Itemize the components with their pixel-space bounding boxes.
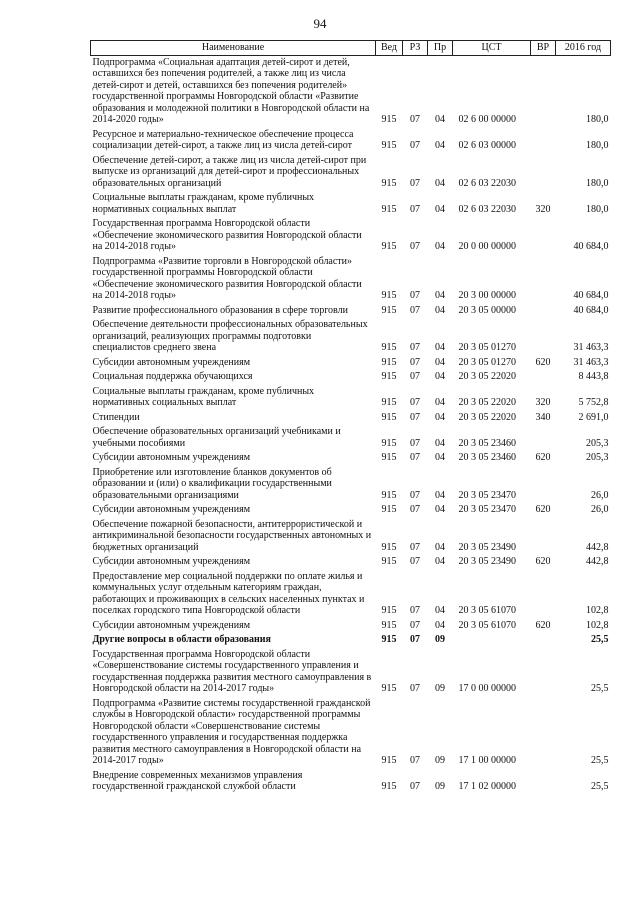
row-cst-cell: 20 3 05 01270 xyxy=(458,356,516,368)
row-vr-cell xyxy=(531,255,556,304)
row-rz-cell: 07 xyxy=(410,504,420,515)
row-name-cell: Субсидии автономным учреждениям xyxy=(92,556,251,567)
row-pr-cell: 04 xyxy=(435,371,445,382)
row-cst-cell: 02 6 00 00000 xyxy=(458,114,516,125)
row-name-cell: Приобретение или изготовление бланков документов об образовании и (или) о квалификации государственными образовательными организациями xyxy=(92,466,332,501)
row-vr-cell xyxy=(531,648,556,697)
table-row xyxy=(91,154,611,192)
row-pr-cell: 09 xyxy=(435,755,445,766)
row-pr-cell: 04 xyxy=(435,342,445,353)
row-vr-cell: 320 xyxy=(535,203,551,215)
row-name-cell: Обеспечение образовательных организаций учебниками и учебными пособиями xyxy=(92,426,341,449)
row-ved-cell: 915 xyxy=(381,241,397,252)
table-row xyxy=(91,356,611,371)
row-amount-cell: 2 691,0 xyxy=(578,411,609,423)
row-name-cell: Субсидии автономным учреждениям xyxy=(92,356,251,368)
row-rz-cell: 07 xyxy=(410,411,420,423)
header-name: Наименование xyxy=(91,41,376,56)
row-name-cell: Предоставление мер социальной поддержки по оплате жилья и коммунальных услуг отдельным категориям граждан, работающих и проживающих в сельских населенных пунктах и поселках городского типа Новгородской области xyxy=(92,570,365,616)
table-row xyxy=(91,697,611,769)
row-amount-cell: 31 463,3 xyxy=(573,356,609,368)
row-rz-cell: 07 xyxy=(410,634,420,645)
row-vr-cell xyxy=(531,466,556,504)
row-pr-cell: 04 xyxy=(435,556,445,567)
row-ved-cell: 915 xyxy=(381,114,397,125)
page-number: 94 xyxy=(313,16,327,31)
row-vr-cell xyxy=(531,570,556,619)
table-row xyxy=(91,451,611,466)
row-cst-cell: 20 3 05 22020 xyxy=(458,411,516,423)
row-name-cell: Другие вопросы в области образования xyxy=(92,634,271,645)
header-rz: РЗ xyxy=(403,41,428,56)
row-pr-cell: 04 xyxy=(435,397,445,408)
row-vr-cell xyxy=(531,217,556,255)
row-amount-cell: 442,8 xyxy=(586,556,609,567)
row-cst-cell: 20 3 05 01270 xyxy=(458,342,516,353)
row-name-cell: Социальная поддержка обучающихся xyxy=(92,371,253,382)
row-cst-cell: 20 3 05 23460 xyxy=(458,452,516,463)
row-ved-cell: 915 xyxy=(381,556,397,567)
row-name-cell: Социальные выплаты гражданам, кроме публичных нормативных социальных выплат xyxy=(92,192,315,215)
table-row xyxy=(91,503,611,518)
row-vr-cell: 620 xyxy=(535,356,551,368)
row-amount-cell: 31 463,3 xyxy=(573,342,609,353)
row-ved-cell: 915 xyxy=(381,634,397,645)
table-row xyxy=(91,191,611,217)
row-rz-cell: 07 xyxy=(410,755,420,766)
row-amount-cell: 5 752,8 xyxy=(578,397,609,408)
row-ved-cell: 915 xyxy=(381,140,397,151)
row-rz-cell: 07 xyxy=(410,371,420,382)
row-pr-cell: 04 xyxy=(435,114,445,125)
row-cst-cell: 20 3 05 22020 xyxy=(458,397,516,408)
row-rz-cell: 07 xyxy=(410,356,420,368)
row-ved-cell: 915 xyxy=(381,356,397,368)
row-cst-cell: 20 3 05 23490 xyxy=(458,541,516,553)
row-amount-cell: 102,8 xyxy=(586,605,609,616)
row-cst-cell: 02 6 03 00000 xyxy=(458,140,516,151)
row-vr-cell: 620 xyxy=(535,452,551,463)
row-rz-cell: 07 xyxy=(410,605,420,616)
row-rz-cell: 07 xyxy=(410,203,420,215)
row-amount-cell: 40 684,0 xyxy=(573,241,609,252)
row-name-cell: Субсидии автономным учреждениям xyxy=(92,504,251,515)
row-amount-cell: 205,3 xyxy=(586,452,609,463)
row-ved-cell: 915 xyxy=(381,304,397,316)
row-ved-cell: 915 xyxy=(381,437,397,449)
row-amount-cell: 25,5 xyxy=(591,755,609,766)
row-ved-cell: 915 xyxy=(381,541,397,553)
row-amount-cell: 25,5 xyxy=(591,683,609,694)
table-row xyxy=(91,555,611,570)
row-amount-cell: 40 684,0 xyxy=(573,304,609,316)
row-cst-cell: 20 3 00 00000 xyxy=(458,290,516,301)
row-amount-cell: 25,5 xyxy=(591,781,609,792)
row-cst-cell: 20 3 05 23490 xyxy=(458,556,516,567)
row-rz-cell: 07 xyxy=(410,140,420,151)
table-body xyxy=(91,55,611,795)
row-rz-cell: 07 xyxy=(410,304,420,316)
row-cst-cell: 17 1 02 00000 xyxy=(458,781,516,792)
row-rz-cell: 07 xyxy=(410,241,420,252)
row-rz-cell: 07 xyxy=(410,489,420,501)
row-pr-cell: 04 xyxy=(435,619,445,631)
table-row xyxy=(91,255,611,304)
row-vr-cell xyxy=(531,154,556,192)
row-cst-cell: 20 3 05 22020 xyxy=(458,371,516,382)
row-pr-cell: 04 xyxy=(435,437,445,449)
row-cst-cell: 20 3 05 23470 xyxy=(458,489,516,501)
table-row xyxy=(91,518,611,556)
row-ved-cell: 915 xyxy=(381,177,397,189)
row-cst-cell: 20 3 05 61070 xyxy=(458,619,516,631)
row-amount-cell: 180,0 xyxy=(586,203,609,215)
row-amount-cell: 180,0 xyxy=(586,140,609,151)
row-rz-cell: 07 xyxy=(410,397,420,408)
row-amount-cell: 180,0 xyxy=(586,177,609,189)
row-ved-cell: 915 xyxy=(381,489,397,501)
row-ved-cell: 915 xyxy=(381,755,397,766)
row-pr-cell: 04 xyxy=(435,177,445,189)
row-vr-cell xyxy=(531,128,556,154)
row-pr-cell: 04 xyxy=(435,504,445,515)
row-cst-cell: 20 3 05 23470 xyxy=(458,504,516,515)
row-cst-cell: 20 3 05 23460 xyxy=(458,437,516,449)
row-pr-cell: 09 xyxy=(435,781,445,792)
row-cst-cell: 17 0 00 00000 xyxy=(458,683,516,694)
row-rz-cell: 07 xyxy=(410,177,420,189)
header-amount: 2016 год xyxy=(556,41,611,56)
table-row xyxy=(91,769,611,795)
row-pr-cell: 04 xyxy=(435,605,445,616)
header-vr: ВР xyxy=(531,41,556,56)
row-amount-cell: 102,8 xyxy=(586,619,609,631)
row-name-cell: Подпрограмма «Социальная адаптация детей-сирот и детей, оставшихся без попечения родителей, а также лиц из числа детей-сирот и детей, оставшихся без попечения родителей» государственной программы Новгородской области «Развитие образования и молодежной политики в Новгородской области на 2014-2020 годы» xyxy=(92,56,370,125)
row-amount-cell: 8 443,8 xyxy=(578,371,609,382)
table-row xyxy=(91,411,611,426)
table-row xyxy=(91,633,611,648)
row-vr-cell: 340 xyxy=(535,411,551,423)
row-name-cell: Ресурсное и материально-техническое обеспечение процесса социализации детей-сирот, а также лиц из числа детей-сирот xyxy=(92,128,354,151)
row-name-cell: Подпрограмма «Развитие торговли в Новгородской области» государственной программы Новгородской области «Обеспечение экономического развития Новгородской области на 2014-2018 годы» xyxy=(92,255,362,301)
budget-table xyxy=(90,40,611,795)
row-cst-cell: 17 1 00 00000 xyxy=(458,755,516,766)
row-ved-cell: 915 xyxy=(381,411,397,423)
row-ved-cell: 915 xyxy=(381,397,397,408)
row-amount-cell: 442,8 xyxy=(586,541,609,553)
row-pr-cell: 09 xyxy=(435,683,445,694)
row-name-cell: Обеспечение деятельности профессиональных образовательных организаций, реализующих программы подготовки специалистов среднего звена xyxy=(92,319,368,353)
row-name-cell: Стипендии xyxy=(92,411,140,423)
row-vr-cell xyxy=(531,318,556,356)
row-vr-cell xyxy=(531,370,556,385)
table-row xyxy=(91,466,611,504)
table-row xyxy=(91,318,611,356)
table-row xyxy=(91,425,611,451)
row-rz-cell: 07 xyxy=(410,781,420,792)
row-vr-cell xyxy=(531,697,556,769)
row-name-cell: Социальные выплаты гражданам, кроме публичных нормативных социальных выплат xyxy=(92,385,315,408)
row-rz-cell: 07 xyxy=(410,619,420,631)
row-vr-cell xyxy=(531,518,556,556)
row-cst-cell: 20 0 00 00000 xyxy=(458,241,516,252)
row-pr-cell: 04 xyxy=(435,489,445,501)
row-ved-cell: 915 xyxy=(381,371,397,382)
table-row xyxy=(91,619,611,634)
row-pr-cell: 04 xyxy=(435,140,445,151)
row-vr-cell: 620 xyxy=(535,556,551,567)
row-name-cell: Субсидии автономным учреждениям xyxy=(92,619,251,631)
row-cst-cell: 02 6 03 22030 xyxy=(458,177,516,189)
row-pr-cell: 04 xyxy=(435,356,445,368)
row-pr-cell: 04 xyxy=(435,241,445,252)
row-ved-cell: 915 xyxy=(381,683,397,694)
row-amount-cell: 25,5 xyxy=(591,634,609,645)
row-ved-cell: 915 xyxy=(381,619,397,631)
row-rz-cell: 07 xyxy=(410,541,420,553)
row-name-cell: Внедрение современных механизмов управления государственной гражданской службой области xyxy=(92,769,303,792)
table-row xyxy=(91,128,611,154)
row-pr-cell: 04 xyxy=(435,541,445,553)
row-amount-cell: 26,0 xyxy=(591,504,609,515)
header-ved: Вед xyxy=(376,41,403,56)
row-vr-cell: 620 xyxy=(535,619,551,631)
table-row xyxy=(91,385,611,411)
table-row xyxy=(91,304,611,319)
row-cst-cell: 02 6 03 22030 xyxy=(458,203,516,215)
row-name-cell: Субсидии автономным учреждениям xyxy=(92,452,251,463)
row-pr-cell: 04 xyxy=(435,290,445,301)
header-pr: Пр xyxy=(428,41,453,56)
row-rz-cell: 07 xyxy=(410,683,420,694)
row-pr-cell: 09 xyxy=(435,634,445,645)
row-amount-cell: 40 684,0 xyxy=(573,290,609,301)
row-amount-cell: 180,0 xyxy=(586,114,609,125)
row-name-cell: Подпрограмма «Развитие системы государственной гражданской службы в Новгородской области» государственной программы Новгородской области «Совершенствование системы государственного управления и государственная поддержка развития местного самоуправления в Новгородской области на 2014-2017 годы» xyxy=(92,697,371,766)
row-rz-cell: 07 xyxy=(410,114,420,125)
row-rz-cell: 07 xyxy=(410,290,420,301)
row-ved-cell: 915 xyxy=(381,290,397,301)
row-ved-cell: 915 xyxy=(381,605,397,616)
row-pr-cell: 04 xyxy=(435,203,445,215)
row-vr-cell xyxy=(531,425,556,451)
table-row xyxy=(91,570,611,619)
table-row xyxy=(91,55,611,128)
row-ved-cell: 915 xyxy=(381,781,397,792)
row-rz-cell: 07 xyxy=(410,556,420,567)
row-vr-cell xyxy=(531,304,556,319)
row-ved-cell: 915 xyxy=(381,203,397,215)
row-name-cell: Обеспечение пожарной безопасности, антитеррористической и антикриминальной безопасности государственных автономных и бюджетных организаций xyxy=(92,518,372,553)
row-ved-cell: 915 xyxy=(381,504,397,515)
header-cst: ЦСТ xyxy=(453,41,531,56)
row-vr-cell: 620 xyxy=(535,504,551,515)
row-vr-cell xyxy=(531,769,556,795)
table-row xyxy=(91,217,611,255)
row-vr-cell xyxy=(531,55,556,128)
row-name-cell: Государственная программа Новгородской области «Совершенствование системы государственного управления и государственная поддержка развития местного самоуправления в Новгородской области на 2014-2017 годы» xyxy=(92,648,372,694)
row-vr-cell: 320 xyxy=(535,397,551,408)
table-row xyxy=(91,648,611,697)
row-cst-cell xyxy=(453,633,531,648)
row-pr-cell: 04 xyxy=(435,411,445,423)
row-ved-cell: 915 xyxy=(381,342,397,353)
row-cst-cell: 20 3 05 61070 xyxy=(458,605,516,616)
row-cst-cell: 20 3 05 00000 xyxy=(458,304,516,316)
row-amount-cell: 26,0 xyxy=(591,489,609,501)
row-amount-cell: 205,3 xyxy=(586,437,609,449)
row-rz-cell: 07 xyxy=(410,437,420,449)
row-pr-cell: 04 xyxy=(435,304,445,316)
row-pr-cell: 04 xyxy=(435,452,445,463)
table-header-row xyxy=(91,41,611,56)
row-name-cell: Государственная программа Новгородской области «Обеспечение экономического развития Новгородской области на 2014-2018 годы» xyxy=(92,218,362,252)
row-ved-cell: 915 xyxy=(381,452,397,463)
row-name-cell: Обеспечение детей-сирот, а также лиц из числа детей-сирот при выпуске из организаций для детей-сирот и профессиональных образовательных организаций xyxy=(92,154,367,189)
row-name-cell: Развитие профессионального образования в сфере торговли xyxy=(92,304,348,316)
row-rz-cell: 07 xyxy=(410,342,420,353)
table-row xyxy=(91,370,611,385)
row-rz-cell: 07 xyxy=(410,452,420,463)
row-vr-cell xyxy=(531,633,556,648)
